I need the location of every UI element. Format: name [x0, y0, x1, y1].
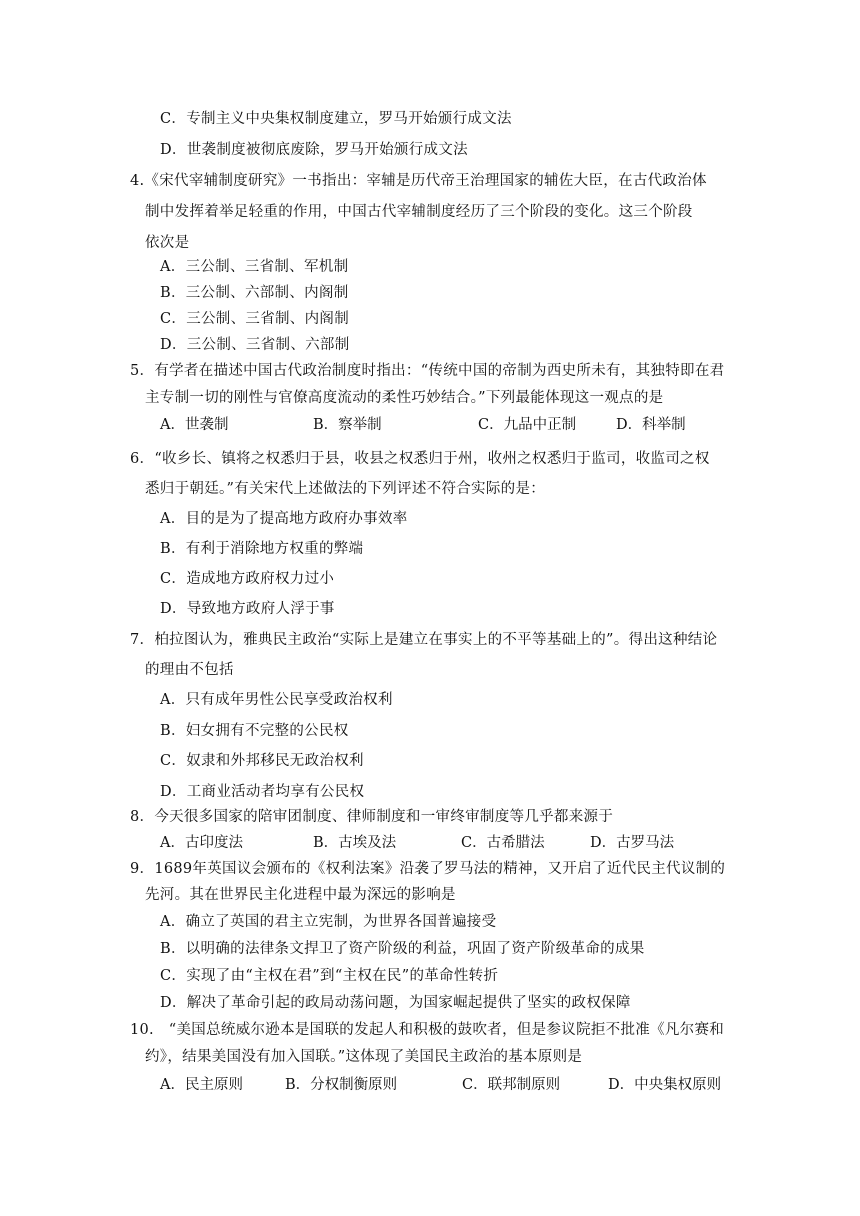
q5-option-a: A．世袭制 — [160, 417, 229, 433]
q8-option-b: B．古埃及法 — [313, 835, 397, 851]
q6-stem-line-1: 6．“收乡长、镇将之权悉归于县，收县之权悉归于州，收州之权悉归于监司，收监司之权 — [130, 451, 710, 467]
q7-option-a: A．只有成年男性公民享受政治权利 — [160, 692, 393, 708]
q5-option-d: D．科举制 — [616, 417, 686, 433]
q8-option-c: C．古希腊法 — [461, 835, 545, 851]
q10-stem-line-1: 10. “美国总统威尔逊本是国联的发起人和积极的鼓吹者，但是参议院拒不批准《凡尔赛和 — [130, 1022, 725, 1038]
q6-stem-line-2: 悉归于朝廷。”有关宋代上述做法的下列评述不符合实际的是： — [145, 481, 546, 497]
q5-option-c: C．九品中正制 — [478, 417, 577, 433]
q7-option-c: C．奴隶和外邦移民无政治权利 — [160, 753, 364, 769]
q3-option-c: C．专制主义中央集权制度建立，罗马开始颁行成文法 — [160, 111, 512, 127]
q9-option-c: C．实现了由“主权在君”到“主权在民”的革命性转折 — [160, 968, 499, 984]
q10-option-d: D．中央集权原则 — [608, 1077, 722, 1093]
q6-option-b: B．有利于消除地方权重的弊端 — [160, 541, 364, 557]
q7-stem-line-1: 7．柏拉图认为，雅典民主政治“实际上是建立在事实上的不平等基础上的”。得出这种结论 — [130, 632, 718, 648]
q6-option-a: A．目的是为了提高地方政府办事效率 — [160, 511, 408, 527]
q10-option-a: A．民主原则 — [160, 1077, 243, 1093]
q3-option-d: D．世袭制度被彻底废除，罗马开始颁行成文法 — [160, 142, 468, 158]
q8-options — [160, 834, 760, 852]
q4-stem-line-2: 制中发挥着举足轻重的作用，中国古代宰辅制度经历了三个阶段的变化。这三个阶段 — [145, 204, 693, 220]
q9-stem-line-1: 9．1689年英国议会颁布的《权利法案》沿袭了罗马法的精神，又开启了近代民主代议制的 — [130, 861, 726, 877]
q5-stem-line-1: 5．有学者在描述中国古代政治制度时指出：“传统中国的帝制为西史所未有，其独特即在君 — [130, 363, 725, 379]
q9-stem-line-2: 先河。其在世界民主化进程中最为深远的影响是 — [145, 887, 456, 903]
q6-option-d: D．导致地方政府人浮于事 — [160, 601, 335, 617]
q4-option-a: A．三公制、三省制、军机制 — [160, 259, 349, 275]
q6-option-c: C．造成地方政府权力过小 — [160, 571, 335, 587]
q10-stem-line-2: 约》，结果美国没有加入国联。”这体现了美国民主政治的基本原则是 — [145, 1049, 583, 1065]
q5-options — [160, 416, 760, 434]
q9-option-d: D．解决了革命引起的政局动荡问题，为国家崛起提供了坚实的政权保障 — [160, 995, 631, 1011]
q9-option-b: B．以明确的法律条文捍卫了资产阶级的利益，巩固了资产阶级革命的成果 — [160, 941, 645, 957]
q7-stem-line-2: 的理由不包括 — [145, 662, 234, 678]
q10-options — [160, 1076, 760, 1094]
q8-option-d: D．古罗马法 — [590, 835, 675, 851]
q8-stem-line-1: 8．今天很多国家的陪审团制度、律师制度和一审终审制度等几乎都来源于 — [130, 809, 614, 825]
q9-option-a: A．确立了英国的君主立宪制，为世界各国普遍接受 — [160, 914, 497, 930]
q4-option-b: B．三公制、六部制、内阁制 — [160, 285, 349, 301]
q8-option-a: A．古印度法 — [160, 835, 243, 851]
q7-option-b: B．妇女拥有不完整的公民权 — [160, 723, 349, 739]
q5-stem-line-2: 主专制一切的刚性与官僚高度流动的柔性巧妙结合。”下列最能体现这一观点的是 — [145, 390, 664, 406]
q5-option-b: B．察举制 — [313, 417, 382, 433]
q4-stem-line-1: 4.《宋代宰辅制度研究》一书指出：宰辅是历代帝王治理国家的辅佐大臣，在古代政治体 — [130, 173, 707, 189]
q10-option-b: B．分权制衡原则 — [285, 1077, 398, 1093]
q4-option-c: C．三公制、三省制、内阁制 — [160, 311, 349, 327]
q7-option-d: D．工商业活动者均享有公民权 — [160, 784, 365, 800]
q4-stem-line-3: 依次是 — [145, 235, 190, 251]
q4-option-d: D．三公制、三省制、六部制 — [160, 337, 350, 353]
q10-option-c: C．联邦制原则 — [462, 1077, 561, 1093]
